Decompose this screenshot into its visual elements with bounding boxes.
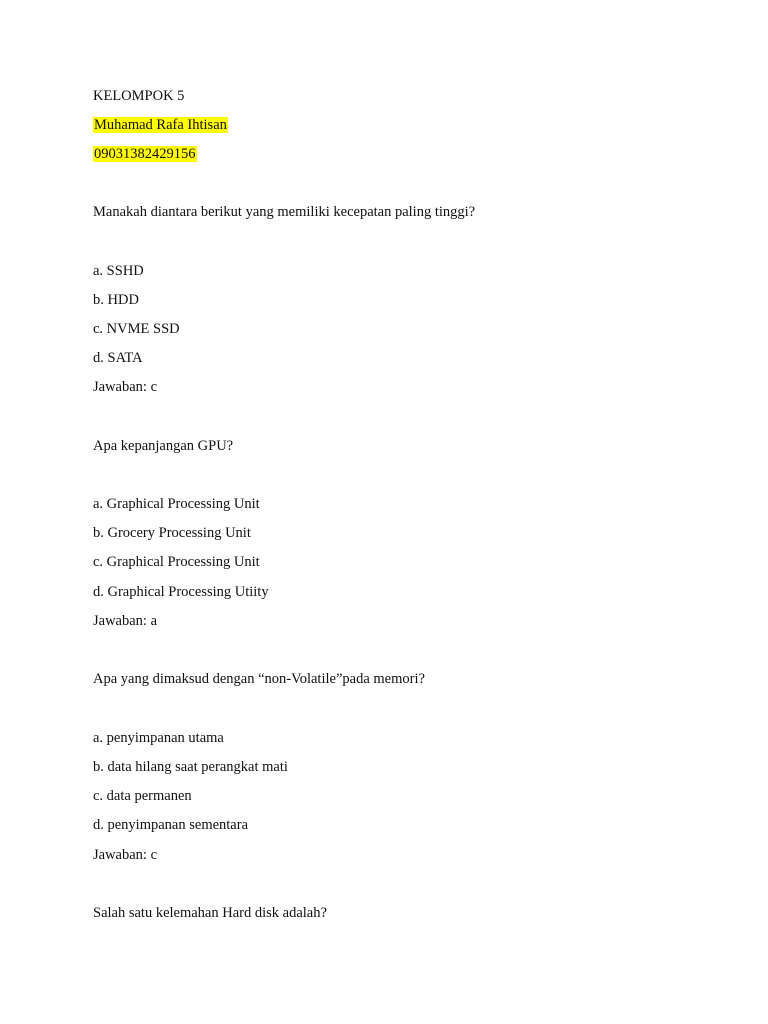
question-1-option-d: d. SATA: [93, 350, 143, 366]
group-heading: KELOMPOK 5: [93, 88, 185, 104]
question-1-answer: Jawaban: c: [93, 379, 158, 395]
question-2-option-d: d. Graphical Processing Utiity: [93, 584, 269, 600]
question-3-option-d: d. penyimpanan sementara: [93, 817, 249, 833]
question-1-option-a: a. SSHD: [93, 263, 144, 279]
question-3-option-a: a. penyimpanan utama: [93, 730, 224, 746]
question-2-text: Apa kepanjangan GPU?: [93, 438, 234, 454]
student-name-highlight: Muhamad Rafa Ihtisan: [94, 117, 227, 133]
question-2-option-b: b. Grocery Processing Unit: [93, 525, 251, 541]
student-id-highlight: 09031382429156: [94, 146, 196, 162]
question-2-option-a: a. Graphical Processing Unit: [93, 496, 260, 512]
question-1-option-c: c. NVME SSD: [93, 321, 180, 337]
student-name: [93, 116, 228, 134]
question-3-text: Apa yang dimaksud dengan “non-Volatile”pada memori?: [93, 671, 425, 687]
question-4-text: Salah satu kelemahan Hard disk adalah?: [93, 905, 327, 921]
question-3-option-c: c. data permanen: [93, 788, 192, 804]
question-2-option-c: c. Graphical Processing Unit: [93, 554, 260, 570]
question-3-answer: Jawaban: c: [93, 847, 158, 863]
question-3-option-b: b. data hilang saat perangkat mati: [93, 759, 288, 775]
question-1-option-b: b. HDD: [93, 292, 139, 308]
question-2-answer: Jawaban: a: [93, 613, 158, 629]
question-1-text: Manakah diantara berikut yang memiliki kecepatan paling tinggi?: [93, 204, 476, 220]
student-id: [93, 145, 197, 163]
